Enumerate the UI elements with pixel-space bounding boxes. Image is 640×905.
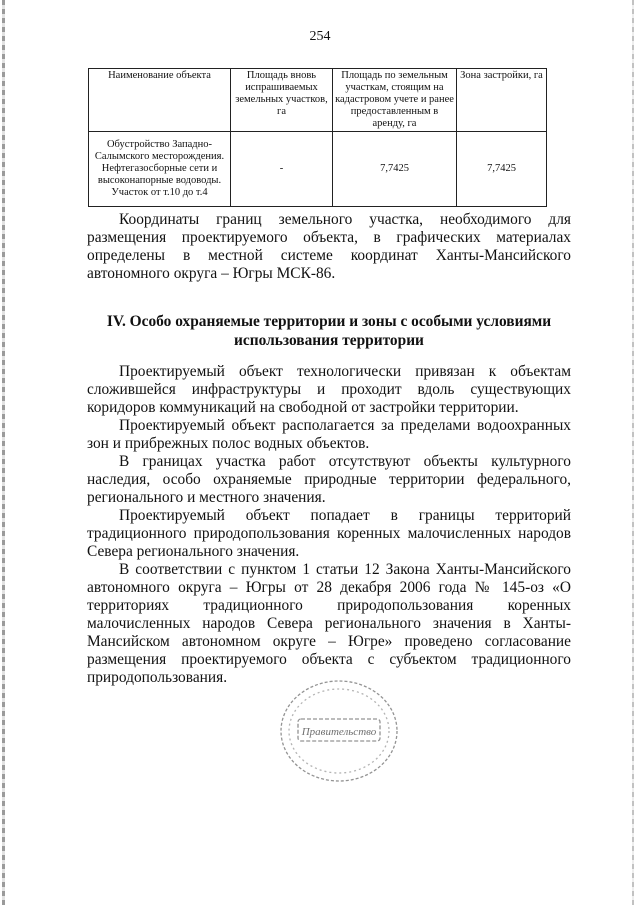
- section-heading-line-1: IV. Особо охраняемые территории и зоны с особыми условиями: [106, 313, 552, 330]
- section-heading: [87, 312, 571, 350]
- cell-object-name: Обустройство Западно-Салымского месторождения. Нефтегазосборные сети и высоконапорные водоводы. Участок от т.10 до т.4: [89, 132, 231, 207]
- cell-building-zone: 7,7425: [457, 132, 547, 207]
- paragraph-law-reference: В соответствии с пунктом 1 статьи 12 Закона Ханты-Мансийского автономного округа – Югры от 28 декабря 2006 года № 145-оз «О территориях традиционного природопользования коренных малочисленных народов Севера регионального значения в Ханты-Мансийском автономном округе – Югре» проведено согласование размещения проектируемого объекта с субъектом традиционного природопользования.: [87, 561, 571, 686]
- coordinates-paragraph: Координаты границ земельного участка, необходимого для размещения проектируемого объекта, в графических материалах определены в местной системе координат Ханты-Мансийского автономного округа – Югры МСК-86.: [87, 211, 571, 282]
- paragraph-cultural-heritage: В границах участка работ отсутствуют объекты культурного наследия, особо охраняемые природные территории федерального, регионального и местного значения.: [87, 453, 571, 506]
- header-new-area: Площадь вновь испрашиваемых земельных участков, га: [231, 69, 333, 132]
- page-number: 254: [309, 29, 331, 44]
- land-plot-table: [88, 68, 547, 207]
- section-heading-line-2: использования территории: [234, 332, 424, 349]
- paragraph-infrastructure: Проектируемый объект технологически привязан к объектам сложившейся инфраструктуры и проходит вдоль существующих коридоров коммуникаций на свободной от застройки территории.: [87, 363, 571, 416]
- table-row: [89, 132, 547, 207]
- paragraph-water-zones: Проектируемый объект располагается за пределами водоохранных зон и прибрежных полос водных объектов.: [87, 417, 571, 452]
- official-stamp: [276, 676, 402, 786]
- cell-registered-area: 7,7425: [333, 132, 457, 207]
- stamp-text: Правительство: [301, 726, 377, 738]
- header-object-name: Наименование объекта: [89, 69, 231, 132]
- cell-new-area: -: [231, 132, 333, 207]
- header-registered-area: Площадь по земельным участкам, стоящим на кадастровом учете и ранее предоставленным в аренду, га: [333, 69, 457, 132]
- scan-right-edge: [632, 0, 634, 905]
- scan-left-edge: [2, 0, 5, 905]
- table-header-row: [89, 69, 547, 132]
- header-building-zone: Зона застройки, га: [457, 69, 547, 132]
- paragraph-traditional-territories: Проектируемый объект попадает в границы территорий традиционного природопользования коренных малочисленных народов Севера регионального значения.: [87, 507, 571, 560]
- stamp-seal-icon: [276, 676, 402, 786]
